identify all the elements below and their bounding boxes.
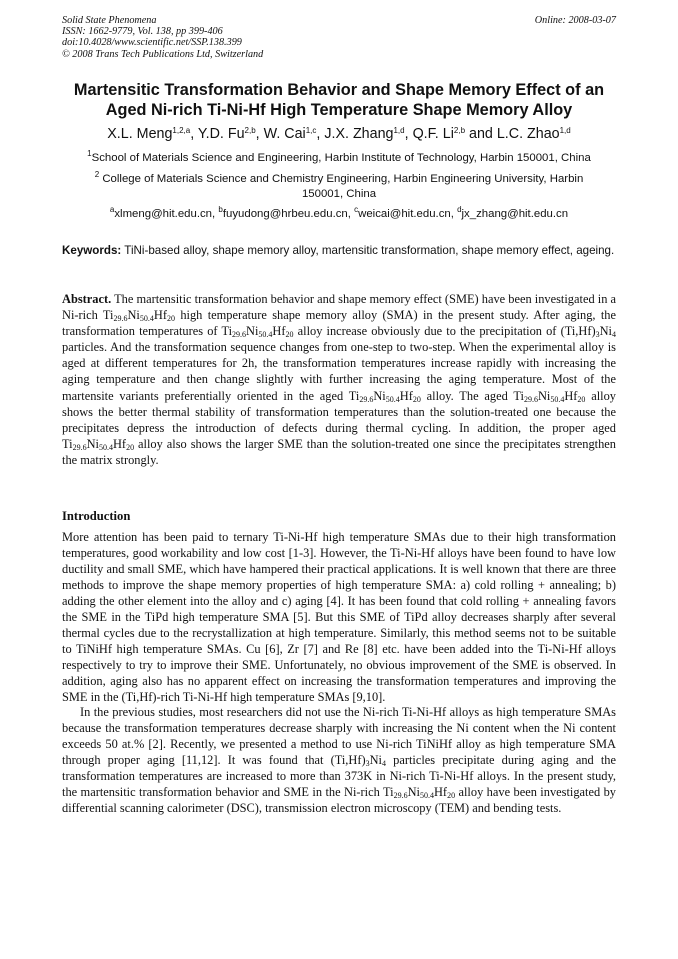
author-separator: , bbox=[404, 126, 413, 142]
introduction-body bbox=[62, 530, 616, 817]
subscript: 29.6 bbox=[72, 442, 87, 452]
subscript: 29.6 bbox=[113, 314, 128, 324]
abstract-text: alloy also shows the larger SME than the solution-treated one since the precipitates strengthen the matrix strongly. bbox=[62, 436, 616, 467]
email-address[interactable]: fuyudong@hrbeu.edu.cn bbox=[222, 208, 348, 220]
intro-paragraph-2 bbox=[62, 705, 616, 817]
author-affiliation-mark: 2,b bbox=[453, 126, 466, 135]
journal-header bbox=[62, 15, 616, 60]
email-address[interactable]: xlmeng@hit.edu.cn bbox=[114, 208, 213, 220]
abstract-text: Hf bbox=[153, 308, 167, 323]
subscript: 20 bbox=[577, 394, 586, 404]
abstract-text: high temperature shape memory alloy (SMA) in the present study. After aging, the transformation temperatures of Ti bbox=[62, 308, 616, 339]
abstract-text: alloy. The aged Ti bbox=[420, 388, 524, 403]
abstract-label: Abstract. bbox=[62, 292, 112, 306]
abstract-text: alloy increase obviously due to the precipitation of (Ti,Hf) bbox=[293, 324, 596, 339]
subscript: 50.4 bbox=[139, 314, 154, 324]
email-separator: , bbox=[347, 208, 355, 220]
author-name: L.C. Zhao bbox=[496, 126, 560, 142]
subscript: 29.6 bbox=[523, 394, 538, 404]
author-name: W. Cai bbox=[263, 126, 306, 142]
subscript: 50.4 bbox=[385, 394, 400, 404]
author-separator: , bbox=[316, 126, 325, 142]
subscript: 20 bbox=[285, 330, 294, 340]
abstract-text: Ni bbox=[537, 388, 551, 403]
subscript: 20 bbox=[412, 394, 421, 404]
affiliation-number: 1 bbox=[87, 149, 92, 158]
subscript: 29.6 bbox=[393, 791, 408, 801]
abstract-text: Ni bbox=[246, 324, 259, 339]
subscript: 4 bbox=[611, 330, 616, 340]
subscript: 50.4 bbox=[550, 394, 565, 404]
title-line-1: Martensitic Transformation Behavior and Shape Memory Effect of an bbox=[73, 81, 605, 99]
email-separator: , bbox=[450, 208, 458, 220]
subscript: 4 bbox=[382, 759, 387, 769]
email-separator: , bbox=[212, 208, 219, 220]
abstract-text: Ni bbox=[373, 388, 386, 403]
intro-text: Ni bbox=[407, 785, 420, 800]
intro-text: alloy have been investigated by differential scanning calorimeter (DSC), transmission electron microscopy (TEM) and bending tests. bbox=[62, 785, 616, 816]
keywords-text: TiNi-based alloy, shape memory alloy, martensitic transformation, shape memory effect, ageing. bbox=[121, 244, 615, 257]
keywords bbox=[62, 243, 616, 259]
author-affiliation-mark: 1,c bbox=[305, 126, 317, 135]
abstract-text: alloy shows the better thermal stability of transformation temperatures than the solution-treated one because the precipitates depress the introduction of defects during thermal cycling. In addition, the proper aged Ti bbox=[62, 388, 617, 451]
abstract-text: Ni bbox=[599, 324, 612, 339]
section-heading-introduction: Introduction bbox=[62, 509, 131, 523]
abstract-text: Hf bbox=[564, 388, 578, 403]
intro-text: In the previous studies, most researchers did not use the Ni-rich Ti-Ni-Hf alloys as high temperature SMAs because the transformation temperatures decrease sharply with increasing the Ni content when the Ni content exceeds 50 at.% [2]. Recently, we presented a method to use Ni-rich TiNiHf alloy as high temperature SMA through proper aging [11,12]. It was found that (Ti,Hf) bbox=[62, 705, 616, 768]
journal-issn: ISSN: 1662-9779, Vol. 138, pp 399-406 bbox=[62, 26, 223, 38]
journal-doi: doi:10.4028/www.scientific.net/SSP.138.399 bbox=[62, 37, 242, 49]
intro-paragraph-1: More attention has been paid to ternary Ti-Ni-Hf high temperature SMAs due to their high transformation temperatures, good workability and low cost [1-3]. However, the Ti-Ni-Hf alloys have been found to have low ductility and small SME, which have hampered their practical applications. It is well known that there are three methods to improve the shape memory properties of high temperature SMA: a) cold rolling + annealing; b) adding the other element into the alloy and c) aging [4]. It has been found that cold rolling + annealing favors the SME in the TiPd high temperature SMA [5]. But this SME of TiPd alloy decreases sharply after several thermal cycles due to the recrystallization at high temperature. Similarly, this method seems not to be suitable to TiNiHf high temperature SMAs. Cu [6], Zr [7] and Re [8] etc. have been added into the Ti-Ni-Hf alloys respectively to try to improve their SME. Unfortunately, no obvious improvement of the SME is observed. In addition, aging also has no apparent effect on increasing the transformation temperatures and improving the SME in the (Ti,Hf)-rich Ti-Ni-Hf high temperature SMAs [9,10]. bbox=[62, 530, 616, 704]
email-address[interactable]: jx_zhang@hit.edu.cn bbox=[461, 208, 569, 220]
abstract-text: Ni bbox=[127, 308, 140, 323]
author-name: Y.D. Fu bbox=[197, 126, 245, 142]
author-affiliation-mark: 2,b bbox=[244, 126, 256, 135]
author-affiliation-mark: 1,d bbox=[393, 126, 405, 135]
subscript: 20 bbox=[447, 791, 456, 801]
affiliation-2 bbox=[62, 172, 616, 202]
email-list bbox=[62, 207, 616, 222]
email-mark: a bbox=[109, 205, 115, 214]
author-name: X.L. Meng bbox=[107, 126, 173, 142]
abstract-text: Hf bbox=[112, 436, 127, 451]
email-mark: c bbox=[354, 205, 359, 214]
paper-title bbox=[62, 80, 616, 120]
online-date: Online: 2008-03-07 bbox=[534, 15, 616, 26]
subscript: 29.6 bbox=[232, 330, 247, 340]
subscript: 50.4 bbox=[419, 791, 434, 801]
journal-name: Solid State Phenomena bbox=[62, 15, 157, 26]
author-separator: , bbox=[255, 126, 264, 142]
intro-text: particles precipitate during aging and the transformation temperatures are increased to more than 373K in Ni-rich Ti-Ni-Hf alloys. In the present study, the martensitic transformation behavior and SME in the Ni-rich Ti bbox=[62, 753, 616, 800]
subscript: 3 bbox=[595, 330, 600, 340]
subscript: 3 bbox=[365, 759, 370, 769]
title-line-2: Aged Ni-rich Ti-Ni-Hf High Temperature Shape Memory Alloy bbox=[105, 101, 573, 119]
affiliation-text: School of Materials Science and Engineering, Harbin Institute of Technology, Harbin 150001, China bbox=[91, 152, 591, 164]
subscript: 20 bbox=[126, 442, 135, 452]
affiliation-text: College of Materials Science and Chemistry Engineering, Harbin Engineering University, Harbin bbox=[99, 173, 584, 185]
abstract-text: Hf bbox=[399, 388, 413, 403]
subscript: 50.4 bbox=[258, 330, 273, 340]
author-separator: , bbox=[190, 126, 198, 142]
author-name: Q.F. Li bbox=[412, 126, 454, 142]
author-affiliation-mark: 1,2,a bbox=[172, 126, 191, 135]
abstract-text: Ni bbox=[86, 436, 99, 451]
intro-text: Hf bbox=[433, 785, 448, 800]
keywords-label: Keywords: bbox=[62, 244, 122, 257]
author-list bbox=[62, 125, 616, 143]
affiliation-text-cont: 150001, China bbox=[301, 188, 377, 200]
abstract bbox=[62, 291, 616, 468]
affiliation-1 bbox=[62, 151, 616, 166]
author-affiliation-mark: 1,d bbox=[559, 126, 571, 135]
subscript: 50.4 bbox=[98, 442, 113, 452]
author-separator: and bbox=[465, 126, 497, 142]
email-address[interactable]: weicai@hit.edu.cn bbox=[358, 208, 451, 220]
subscript: 20 bbox=[166, 314, 175, 324]
abstract-text: particles. And the transformation sequence changes from one-step to two-step. When the experimental alloy is aged at different temperatures for 2h, the transformation temperatures increase rapidly with increasing the aging temperature and then change slightly with further increasing the aging temperature. Most of the martensite variants preferentially oriented in the aged Ti bbox=[62, 340, 616, 403]
abstract-text: Hf bbox=[272, 324, 286, 339]
abstract-text: The martensitic transformation behavior and shape memory effect (SME) have been investigated in a Ni-rich Ti bbox=[62, 292, 616, 323]
subscript: 29.6 bbox=[359, 394, 374, 404]
affiliation-number: 2 bbox=[94, 170, 100, 179]
intro-text: Ni bbox=[369, 753, 383, 768]
journal-copyright: © 2008 Trans Tech Publications Ltd, Switzerland bbox=[62, 48, 264, 60]
email-mark: d bbox=[457, 205, 462, 214]
author-name: J.X. Zhang bbox=[324, 126, 394, 142]
email-mark: b bbox=[218, 205, 223, 214]
